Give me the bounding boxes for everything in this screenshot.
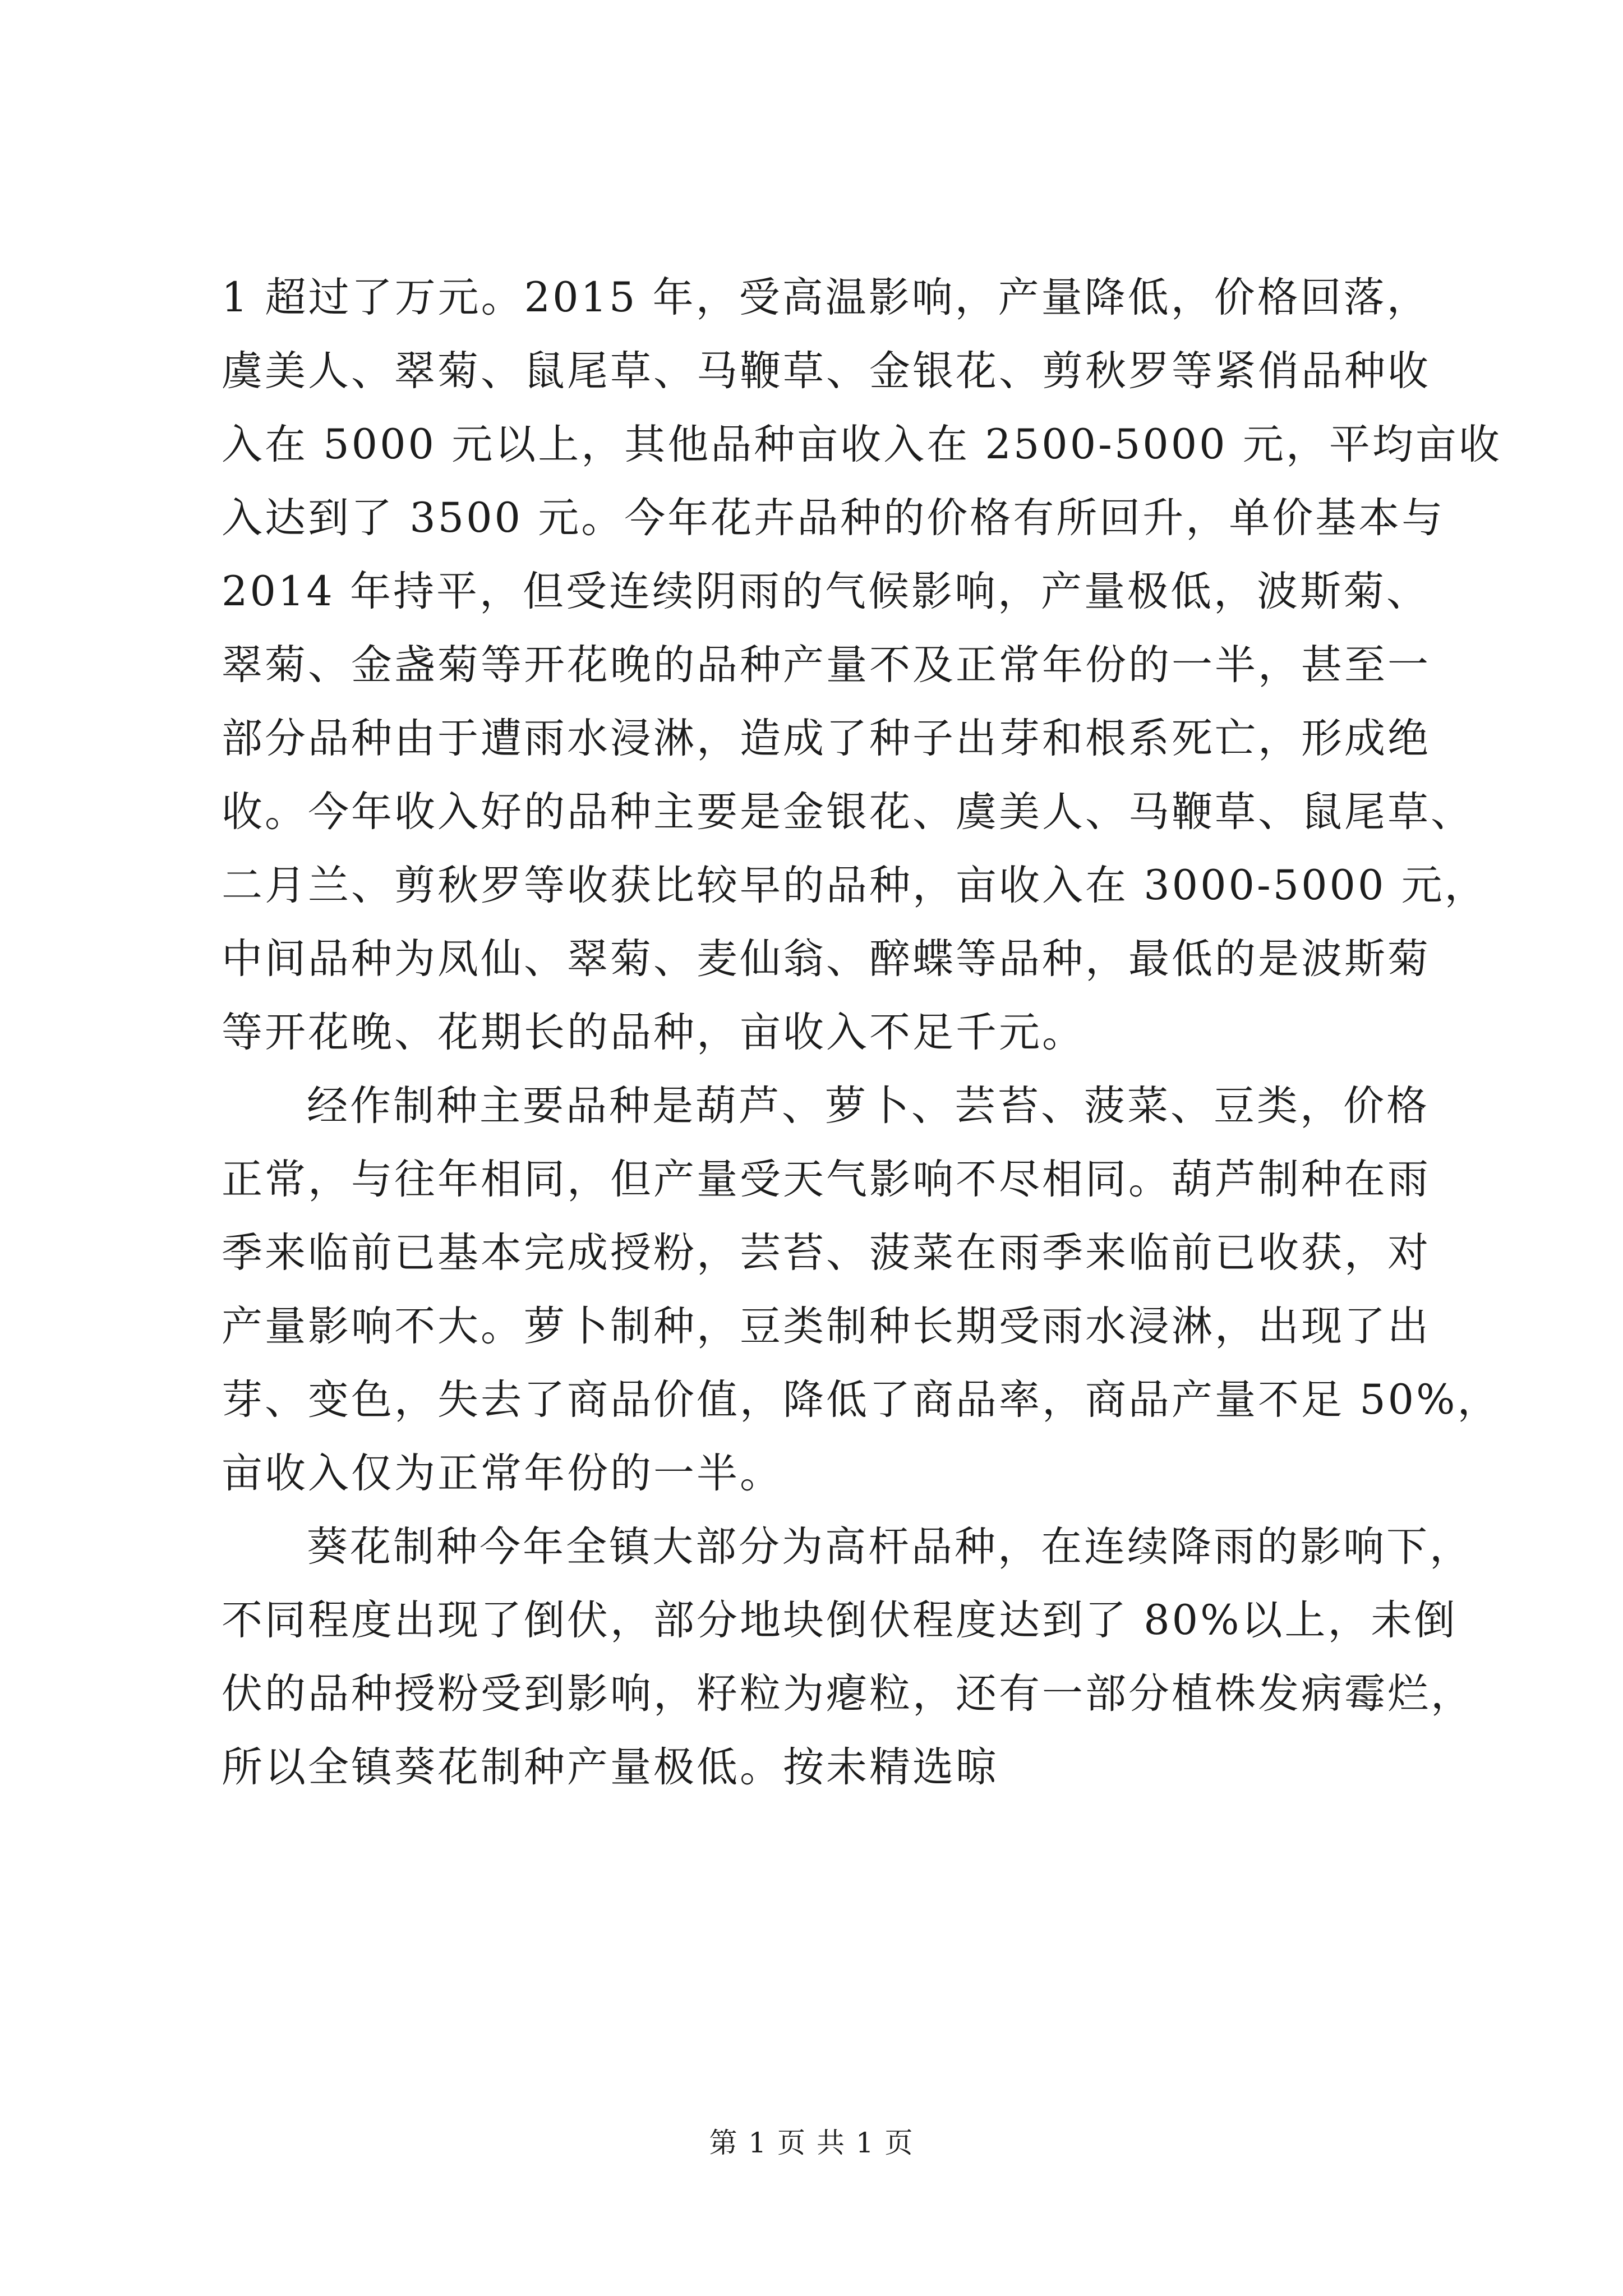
text-line: 正常，与往年相同，但产量受天气影响不尽相同。葫芦制种在雨 (222, 1156, 1431, 1203)
text-line: 二月兰、剪秋罗等收获比较早的品种，亩收入在 3000-5000 元， (222, 862, 1488, 909)
text-line: 中间品种为凤仙、翠菊、麦仙翁、醉蝶等品种，最低的是波斯菊 (222, 935, 1431, 983)
paragraph-2 (222, 1069, 1501, 1510)
text-line: 芽、变色，失去了商品价值，降低了商品率，商品产量不足 50%， (222, 1376, 1501, 1424)
text-line: 产量影响不大。萝卜制种，豆类制种长期受雨水浸淋，出现了出 (222, 1303, 1431, 1350)
text-line: 伏的品种授粉受到影响，籽粒为瘪粒，还有一部分植株发病霉烂， (222, 1670, 1474, 1718)
text-line: 经作制种主要品种是葫芦、萝卜、芸苔、菠菜、豆类，价格 (307, 1082, 1430, 1130)
text-line: 季来临前已基本完成授粉，芸苔、菠菜在雨季来临前已收获，对 (222, 1229, 1431, 1277)
text-line: 翠菊、金盏菊等开花晚的品种产量不及正常年份的一半，甚至一 (222, 641, 1431, 689)
text-line: 入在 5000 元以上，其他品种亩收入在 2500-5000 元，平均亩收 (222, 421, 1502, 468)
text-line: 入达到了 3500 元。今年花卉品种的价格有所回升，单价基本与 (222, 494, 1445, 542)
text-line: 等开花晚、花期长的品种，亩收入不足千元。 (222, 1009, 1085, 1056)
text-line: 所以全镇葵花制种产量极低。按未精选晾 (222, 1743, 999, 1791)
text-line: 葵花制种今年全镇大部分为高杆品种，在连续降雨的影响下， (307, 1523, 1473, 1571)
page-number-footer: 第 1 页 共 1 页 (709, 2127, 914, 2159)
text-line: 虞美人、翠菊、鼠尾草、马鞭草、金银花、剪秋罗等紧俏品种收 (222, 347, 1431, 395)
text-line: 不同程度出现了倒伏，部分地块倒伏程度达到了 80%以上，未倒 (222, 1596, 1458, 1644)
text-line: 部分品种由于遭雨水浸淋，造成了种子出芽和根系死亡，形成绝 (222, 715, 1431, 762)
document-body (222, 261, 1502, 1804)
text-line: 亩收入仅为正常年份的一半。 (222, 1450, 783, 1497)
text-line: 收。今年收入好的品种主要是金银花、虞美人、马鞭草、鼠尾草、 (222, 788, 1474, 836)
text-line: 2014 年持平，但受连续阴雨的气候影响，产量极低，波斯菊、 (222, 568, 1430, 615)
paragraph-3 (222, 1510, 1474, 1804)
paragraph-1 (222, 261, 1502, 1069)
text-line: 1 超过了万元。2015 年，受高温影响，产量降低，价格回落， (222, 274, 1430, 321)
